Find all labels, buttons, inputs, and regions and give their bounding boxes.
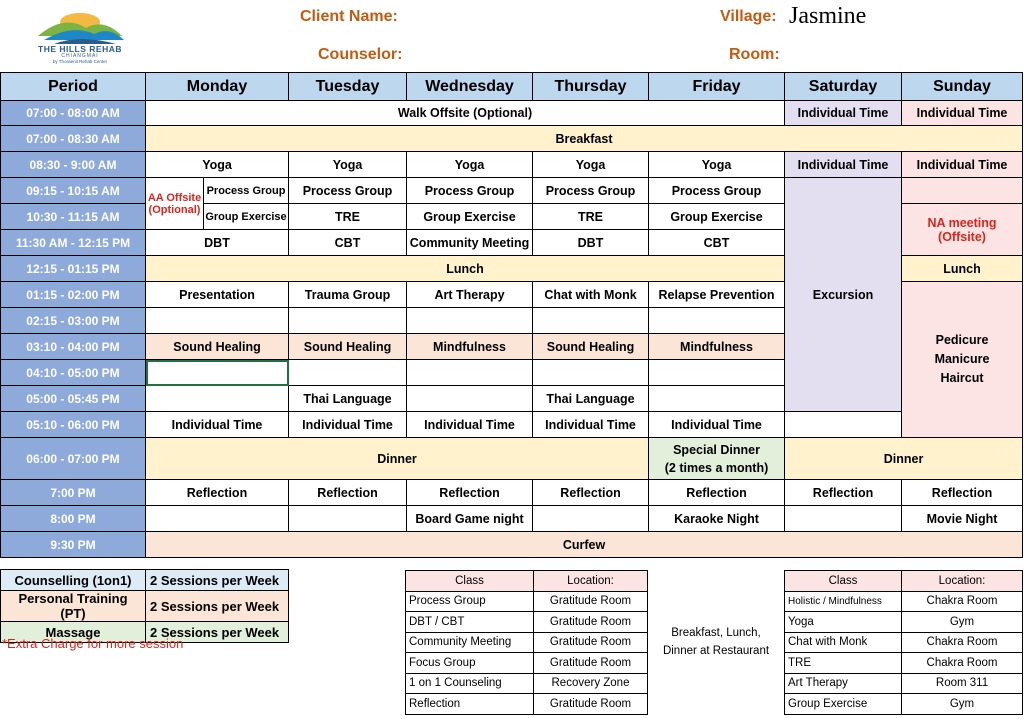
class-location-table-1 [405, 570, 648, 715]
legend-label: Massage [1, 622, 146, 643]
dinner-cell: Dinner [146, 438, 649, 480]
location-row [785, 591, 1023, 612]
day-header-thursday: Thursday [533, 73, 649, 101]
selected-cell[interactable] [146, 360, 289, 386]
reflection-cell: Reflection [902, 480, 1023, 506]
meal-location-note [652, 624, 780, 660]
class-name: Focus Group [406, 653, 534, 674]
logo-name: THE HILLS REHAB [38, 44, 122, 54]
yoga-cell: Yoga [533, 152, 649, 178]
location-row [785, 653, 1023, 674]
process-group-cell: Process Group [649, 178, 785, 204]
period-cell: 10:30 - 11:15 AM [1, 204, 146, 230]
empty-cell [407, 308, 533, 334]
counselor-label: Counselor: [318, 46, 403, 63]
dinner-cell: Dinner [785, 438, 1023, 480]
period-cell: 04:10 - 05:00 PM [1, 360, 146, 386]
special-dinner-frequency: (2 times a month) [664, 460, 769, 475]
pedicure-label: Pedicure [935, 333, 989, 347]
class-name: Community Meeting [406, 632, 534, 653]
lunch-cell: Lunch [146, 256, 785, 282]
grooming-cell [902, 282, 1023, 438]
schedule-row [1, 532, 1023, 558]
meal-note-line: Breakfast, Lunch, [671, 627, 761, 639]
process-group-cell: Process Group [204, 178, 289, 204]
empty-cell [289, 360, 407, 386]
period-cell: 11:30 AM - 12:15 PM [1, 230, 146, 256]
process-group-cell: Process Group [407, 178, 533, 204]
yoga-cell: Yoga [649, 152, 785, 178]
class-name: Process Group [406, 591, 534, 612]
board-game-night-cell: Board Game night [407, 506, 533, 532]
karaoke-night-cell: Karaoke Night [649, 506, 785, 532]
class-location: Gratitude Room [534, 612, 648, 633]
empty-cell [649, 308, 785, 334]
class-location-table-2 [784, 570, 1023, 715]
yoga-cell: Yoga [146, 152, 289, 178]
logo-tagline: by Thoraenit Rehab Center [52, 59, 108, 64]
legend-value: 2 Sessions per Week [146, 622, 289, 643]
individual-time-cell: Individual Time [407, 412, 533, 438]
class-name: Art Therapy [785, 673, 902, 694]
group-exercise-cell: Group Exercise [204, 204, 289, 230]
room-label: Room: [729, 46, 780, 63]
class-header: Class [785, 571, 902, 592]
individual-time-cell: Individual Time [902, 101, 1023, 126]
period-cell: 08:30 - 9:00 AM [1, 152, 146, 178]
empty-cell [649, 360, 785, 386]
location-row [406, 612, 648, 633]
walk-offsite-cell: Walk Offsite (Optional) [146, 101, 785, 126]
class-location: Gym [902, 612, 1023, 633]
class-name: DBT / CBT [406, 612, 534, 633]
process-group-cell: Process Group [289, 178, 407, 204]
yoga-cell: Yoga [407, 152, 533, 178]
village-value: Jasmine [789, 3, 867, 29]
yoga-cell: Yoga [289, 152, 407, 178]
location-row [406, 694, 648, 715]
day-header-friday: Friday [649, 73, 785, 101]
period-cell: 7:00 PM [1, 480, 146, 506]
individual-time-cell: Individual Time [146, 412, 289, 438]
empty-cell [785, 506, 902, 532]
tre-cell: TRE [289, 204, 407, 230]
individual-time-cell: Individual Time [785, 152, 902, 178]
haircut-label: Haircut [940, 371, 984, 385]
day-header-sunday: Sunday [902, 73, 1023, 101]
day-header-wednesday: Wednesday [407, 73, 533, 101]
period-cell: 03:10 - 04:00 PM [1, 334, 146, 360]
class-location: Gratitude Room [534, 694, 648, 715]
location-row [406, 673, 648, 694]
class-location: Gym [902, 694, 1023, 715]
period-cell: 07:00 - 08:30 AM [1, 126, 146, 152]
location-header-row [406, 571, 648, 592]
schedule-row [1, 178, 1023, 204]
class-name: Holistic / Mindfulness [785, 591, 902, 612]
empty-cell [146, 506, 289, 532]
class-location: Chakra Room [902, 653, 1023, 674]
location-row [406, 632, 648, 653]
empty-cell [533, 308, 649, 334]
dbt-cell: DBT [146, 230, 289, 256]
day-header-monday: Monday [146, 73, 289, 101]
empty-cell [289, 308, 407, 334]
schedule-row [1, 412, 1023, 438]
extra-charge-note: *Extra Charge for more session [2, 636, 184, 651]
mindfulness-cell: Mindfulness [649, 334, 785, 360]
curfew-cell: Curfew [146, 532, 1023, 558]
reflection-cell: Reflection [533, 480, 649, 506]
schedule-row [1, 101, 1023, 126]
group-exercise-cell: Group Exercise [649, 204, 785, 230]
reflection-cell: Reflection [146, 480, 289, 506]
legend-row [1, 570, 289, 591]
class-name: 1 on 1 Counseling [406, 673, 534, 694]
class-location: Chakra Room [902, 632, 1023, 653]
breakfast-cell: Breakfast [146, 126, 1023, 152]
tre-cell: TRE [533, 204, 649, 230]
village-label: Village: [720, 8, 777, 25]
relapse-prevention-cell: Relapse Prevention [649, 282, 785, 308]
manicure-label: Manicure [934, 352, 990, 366]
empty-cell [146, 386, 289, 412]
location-header: Location: [902, 571, 1023, 592]
empty-cell [533, 506, 649, 532]
location-row [785, 632, 1023, 653]
location-header: Location: [534, 571, 648, 592]
reflection-cell: Reflection [407, 480, 533, 506]
trauma-group-cell: Trauma Group [289, 282, 407, 308]
individual-time-cell: Individual Time [289, 412, 407, 438]
legend-label: Personal Training (PT) [1, 591, 146, 622]
empty-cell [289, 506, 407, 532]
special-dinner-cell [649, 438, 785, 480]
location-row [785, 612, 1023, 633]
location-row [785, 673, 1023, 694]
logo-city: CHIANGMAI [61, 53, 99, 59]
cbt-cell: CBT [289, 230, 407, 256]
logo [24, 6, 136, 66]
individual-time-cell: Individual Time [902, 152, 1023, 178]
art-therapy-cell: Art Therapy [407, 282, 533, 308]
empty-cell [533, 360, 649, 386]
class-location: Recovery Zone [534, 673, 648, 694]
period-cell: 12:15 - 01:15 PM [1, 256, 146, 282]
client-name-label: Client Name: [300, 8, 398, 25]
class-location: Gratitude Room [534, 653, 648, 674]
class-header: Class [406, 571, 534, 592]
schedule-row [1, 438, 1023, 480]
class-name: Group Exercise [785, 694, 902, 715]
schedule-row [1, 506, 1023, 532]
reflection-cell: Reflection [289, 480, 407, 506]
empty-cell [146, 308, 289, 334]
period-cell: 05:10 - 06:00 PM [1, 412, 146, 438]
class-location: Room 311 [902, 673, 1023, 694]
sound-healing-cell: Sound Healing [533, 334, 649, 360]
community-meeting-cell: Community Meeting [407, 230, 533, 256]
period-cell: 9:30 PM [1, 532, 146, 558]
individual-time-cell: Individual Time [533, 412, 649, 438]
class-location: Gratitude Room [534, 632, 648, 653]
sessions-legend-table [0, 569, 289, 643]
meal-note-line: Dinner at Restaurant [662, 645, 770, 657]
empty-cell [407, 360, 533, 386]
individual-time-cell: Individual Time [649, 412, 785, 438]
chat-with-monk-cell: Chat with Monk [533, 282, 649, 308]
logo-mountains-icon [24, 6, 136, 46]
reflection-cell: Reflection [649, 480, 785, 506]
period-cell: 05:00 - 05:45 PM [1, 386, 146, 412]
sound-healing-cell: Sound Healing [146, 334, 289, 360]
location-row [406, 591, 648, 612]
period-cell: 01:15 - 02:00 PM [1, 282, 146, 308]
legend-value: 2 Sessions per Week [146, 570, 289, 591]
period-cell: 8:00 PM [1, 506, 146, 532]
mindfulness-cell: Mindfulness [407, 334, 533, 360]
presentation-cell: Presentation [146, 282, 289, 308]
location-header-row [785, 571, 1023, 592]
thai-language-cell: Thai Language [289, 386, 407, 412]
class-name: Yoga [785, 612, 902, 633]
cbt-cell: CBT [649, 230, 785, 256]
header-row [1, 73, 1023, 101]
period-cell: 02:15 - 03:00 PM [1, 308, 146, 334]
empty-cell [902, 178, 1023, 204]
individual-time-cell: Individual Time [785, 101, 902, 126]
class-name: TRE [785, 653, 902, 674]
location-row [785, 694, 1023, 715]
legend-row [1, 591, 289, 622]
lunch-cell: Lunch [902, 256, 1023, 282]
dbt-cell: DBT [533, 230, 649, 256]
reflection-cell: Reflection [785, 480, 902, 506]
group-exercise-cell: Group Exercise [407, 204, 533, 230]
weekly-schedule-table [0, 72, 1023, 558]
schedule-row [1, 152, 1023, 178]
day-header-saturday: Saturday [785, 73, 902, 101]
empty-cell [407, 386, 533, 412]
location-row [406, 653, 648, 674]
period-cell: 09:15 - 10:15 AM [1, 178, 146, 204]
thai-language-cell: Thai Language [533, 386, 649, 412]
period-cell: 07:00 - 08:00 AM [1, 101, 146, 126]
day-header-tuesday: Tuesday [289, 73, 407, 101]
movie-night-cell: Movie Night [902, 506, 1023, 532]
legend-label: Counselling (1on1) [1, 570, 146, 591]
special-dinner-label: Special Dinner [673, 442, 760, 457]
class-name: Reflection [406, 694, 534, 715]
schedule-row [1, 126, 1023, 152]
period-cell: 06:00 - 07:00 PM [1, 438, 146, 480]
class-location: Chakra Room [902, 591, 1023, 612]
schedule-row [1, 480, 1023, 506]
process-group-cell: Process Group [533, 178, 649, 204]
excursion-cell: Excursion [785, 178, 902, 412]
period-header: Period [1, 73, 146, 101]
aa-offsite-cell: AA Offsite (Optional) [146, 178, 204, 230]
class-location: Gratitude Room [534, 591, 648, 612]
na-meeting-cell: NA meeting (Offsite) [902, 204, 1023, 256]
sound-healing-cell: Sound Healing [289, 334, 407, 360]
empty-cell [649, 386, 785, 412]
class-name: Chat with Monk [785, 632, 902, 653]
legend-value: 2 Sessions per Week [146, 591, 289, 622]
